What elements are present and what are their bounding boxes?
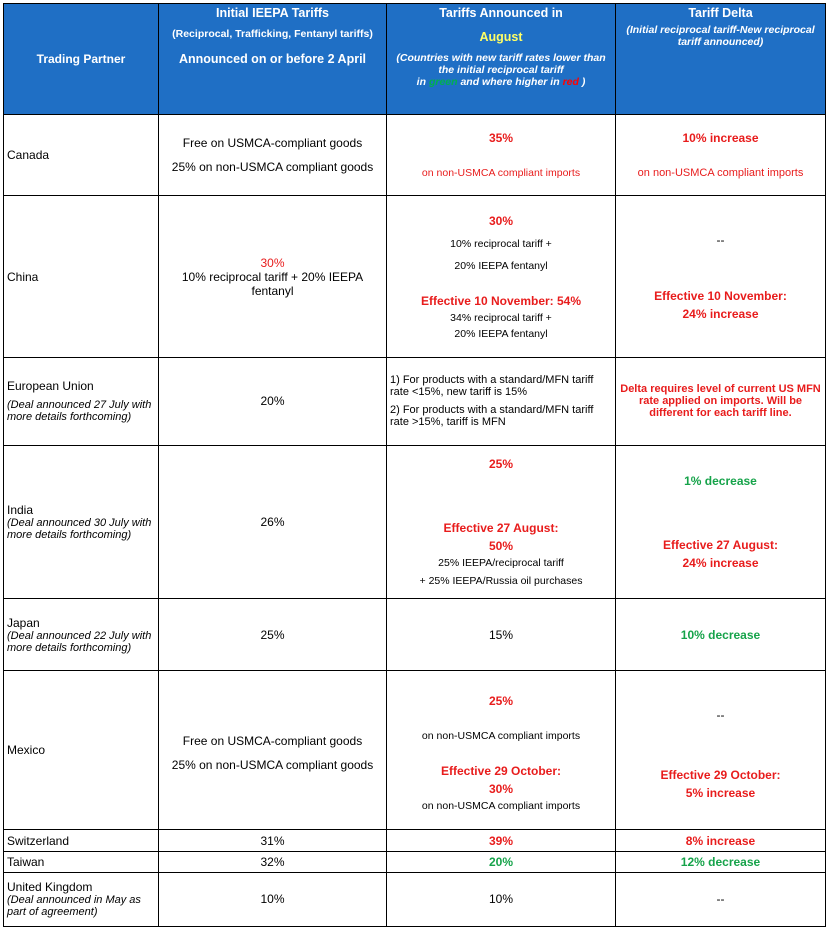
delta-china: -- Effective 10 November: 24% increase bbox=[616, 196, 826, 358]
partner-uk: United Kingdom (Deal announced in May as part of agreement) bbox=[4, 872, 159, 926]
table-row-taiwan bbox=[4, 851, 826, 872]
initial-taiwan: 32% bbox=[159, 851, 387, 872]
delta-uk: -- bbox=[616, 872, 826, 926]
partner-eu: European Union (Deal announced 27 July with more details forthcoming) bbox=[4, 358, 159, 445]
partner-india: India (Deal announced 30 July with more details forthcoming) bbox=[4, 445, 159, 599]
table-row-mexico bbox=[4, 670, 826, 830]
table-row-uk bbox=[4, 872, 826, 926]
header-initial-subtitle: (Reciprocal, Trafficking, Fentanyl tariffs) bbox=[172, 28, 373, 40]
august-china: 30% 10% reciprocal tariff + 20% IEEPA fentanyl Effective 10 November: 54% 34% reciprocal tariff + 20% IEEPA fentanyl bbox=[387, 196, 616, 358]
delta-eu: Delta requires level of current US MFN rate applied on imports. Will be different for each tariff line. bbox=[616, 358, 826, 445]
august-uk: 10% bbox=[387, 872, 616, 926]
initial-japan: 25% bbox=[159, 599, 387, 670]
delta-canada: 10% increase on non-USMCA compliant imports bbox=[616, 115, 826, 196]
delta-mexico: -- Effective 29 October: 5% increase bbox=[616, 670, 826, 830]
partner-switzerland: Switzerland bbox=[4, 830, 159, 851]
tariff-table bbox=[3, 3, 826, 927]
header-initial-title: Initial IEEPA Tariffs bbox=[216, 6, 329, 20]
initial-eu: 20% bbox=[159, 358, 387, 445]
delta-switzerland: 8% increase bbox=[616, 830, 826, 851]
partner-canada: Canada bbox=[4, 115, 159, 196]
header-august-tariffs bbox=[387, 4, 616, 115]
delta-india: 1% decrease Effective 27 August: 24% increase bbox=[616, 445, 826, 599]
partner-mexico: Mexico bbox=[4, 670, 159, 830]
august-japan: 15% bbox=[387, 599, 616, 670]
initial-mexico: Free on USMCA-compliant goods 25% on non-USMCA compliant goods bbox=[159, 670, 387, 830]
header-august-title: Tariffs Announced in bbox=[439, 6, 563, 20]
table-row-japan bbox=[4, 599, 826, 670]
header-delta-subtitle: (Initial reciprocal tariff-New reciprocal tariff announced) bbox=[626, 24, 815, 48]
delta-taiwan: 12% decrease bbox=[616, 851, 826, 872]
header-initial-tariffs bbox=[159, 4, 387, 115]
august-mexico: 25% on non-USMCA compliant imports Effective 29 October: 30% on non-USMCA compliant imports bbox=[387, 670, 616, 830]
table-row-eu bbox=[4, 358, 826, 445]
august-eu: 1) For products with a standard/MFN tariff rate <15%, new tariff is 15% 2) For products with a standard/MFN tariff rate >15%, tariff is MFN bbox=[387, 358, 616, 445]
partner-japan: Japan (Deal announced 22 July with more details forthcoming) bbox=[4, 599, 159, 670]
initial-india: 26% bbox=[159, 445, 387, 599]
initial-canada: Free on USMCA-compliant goods 25% on non-USMCA compliant goods bbox=[159, 115, 387, 196]
header-august-note: (Countries with new tariff rates lower than the initial reciprocal tariff in green and where higher in red ) bbox=[396, 52, 606, 88]
august-india: 25% Effective 27 August: 50% 25% IEEPA/reciprocal tariff + 25% IEEPA/Russia oil purchases bbox=[387, 445, 616, 599]
table-row-switzerland bbox=[4, 830, 826, 851]
partner-taiwan: Taiwan bbox=[4, 851, 159, 872]
delta-japan: 10% decrease bbox=[616, 599, 826, 670]
initial-china: 30% 10% reciprocal tariff + 20% IEEPA fentanyl bbox=[159, 196, 387, 358]
header-row bbox=[4, 4, 826, 115]
header-trading-partner: Trading Partner bbox=[4, 4, 159, 115]
table-row-canada bbox=[4, 115, 826, 196]
header-august-month: August bbox=[479, 30, 523, 44]
partner-china: China bbox=[4, 196, 159, 358]
table-row-china bbox=[4, 196, 826, 358]
table-row-india bbox=[4, 445, 826, 599]
initial-switzerland: 31% bbox=[159, 830, 387, 851]
august-switzerland: 39% bbox=[387, 830, 616, 851]
initial-uk: 10% bbox=[159, 872, 387, 926]
august-taiwan: 20% bbox=[387, 851, 616, 872]
header-tariff-delta bbox=[616, 4, 826, 115]
header-delta-title: Tariff Delta bbox=[688, 6, 753, 20]
header-initial-announce: Announced on or before 2 April bbox=[178, 52, 367, 66]
august-canada: 35% on non-USMCA compliant imports bbox=[387, 115, 616, 196]
